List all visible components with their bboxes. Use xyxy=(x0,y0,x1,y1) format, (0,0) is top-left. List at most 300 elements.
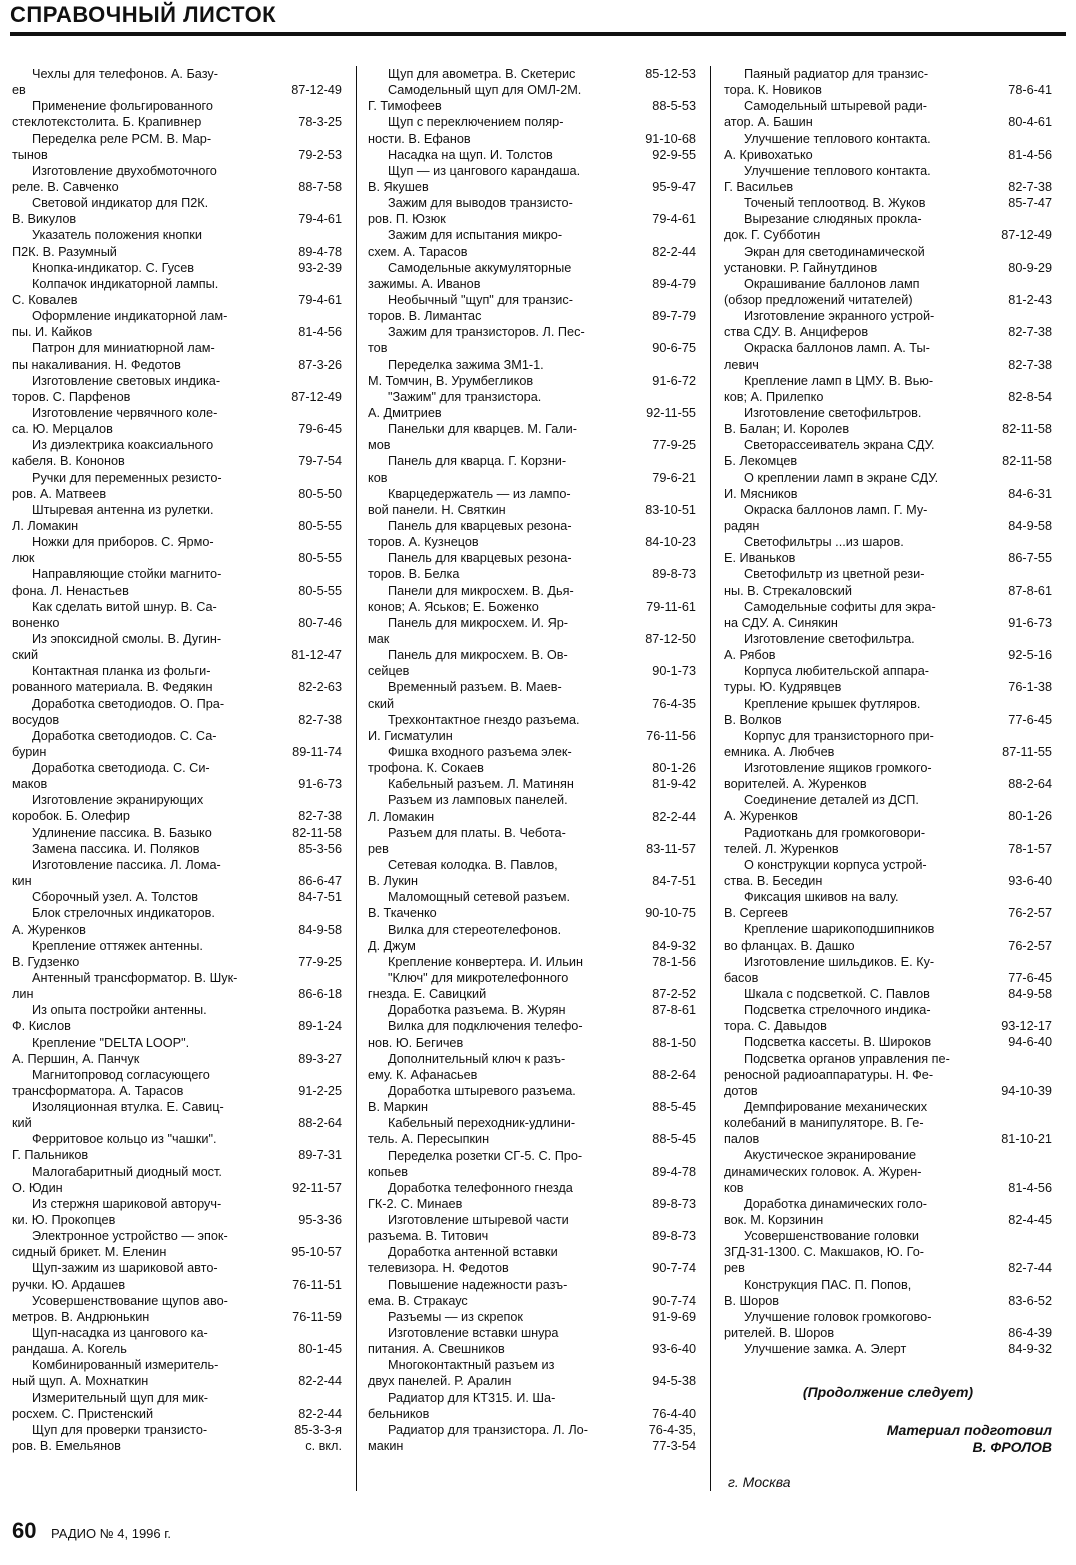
index-entry xyxy=(368,647,696,679)
entry-title-line: Ферритовое кольцо из "чашки". xyxy=(32,1132,217,1147)
issue-reference: 79-6-45 xyxy=(298,422,342,437)
entry-title xyxy=(12,599,272,631)
index-entry xyxy=(724,728,1052,760)
entry-title-line: ема. В. Стракаус xyxy=(368,1293,468,1308)
entry-title xyxy=(724,1341,982,1357)
entry-title-line: Экран для светодинамической xyxy=(744,244,925,259)
index-entry xyxy=(368,583,696,615)
entry-title-line: Щуп-насадка из цангового ка- xyxy=(32,1326,208,1341)
index-entry xyxy=(724,1002,1052,1034)
entry-title-line: А. Дмитриев xyxy=(368,405,442,420)
entry-title-line: рев xyxy=(724,1261,745,1276)
entry-title xyxy=(12,437,272,469)
entry-title-line: зажимы. А. Иванов xyxy=(368,276,481,291)
entry-title-line: росхем. С. Пристенский xyxy=(12,1406,154,1421)
entry-title-line: Ножки для приборов. С. Ярмо- xyxy=(32,535,214,550)
entry-title-line: Изготовление световых индика- xyxy=(32,373,221,388)
entry-title-line: В. Шоров xyxy=(724,1293,780,1308)
index-entry xyxy=(368,1212,696,1244)
entry-title xyxy=(12,825,272,841)
entry-title xyxy=(724,534,982,566)
entry-title-line: пы. И. Кайков xyxy=(12,325,93,340)
index-entry xyxy=(724,308,1052,340)
index-column-1 xyxy=(12,66,342,1454)
continued-note: (Продолжение следует) xyxy=(802,1384,974,1400)
index-entry xyxy=(12,841,342,857)
entry-title-line: Радиатор для транзистора. Л. Ло- xyxy=(388,1422,588,1437)
index-entry xyxy=(368,1244,696,1276)
entry-title xyxy=(368,260,626,292)
issue-reference: 76-4-35 xyxy=(652,696,696,711)
entry-title xyxy=(12,760,272,792)
issue-reference: 80-5-50 xyxy=(298,486,342,501)
entry-title-line: Вилка для подключения телефо- xyxy=(388,1019,583,1034)
index-entry xyxy=(12,227,342,259)
entry-title-line: палов xyxy=(724,1132,760,1147)
entry-title-line: тынов xyxy=(12,147,48,162)
entry-title xyxy=(368,66,626,82)
entry-title xyxy=(368,389,626,421)
entry-title-line: 3ГД-31-1300. С. Макшаков, Ю. Го- xyxy=(724,1245,924,1260)
entry-title xyxy=(368,357,626,389)
entry-title-line: схем. А. Тарасов xyxy=(368,244,468,259)
entry-title-line: Л. Ломакин xyxy=(12,518,79,533)
index-entry xyxy=(12,1390,342,1422)
index-entry xyxy=(368,744,696,776)
entry-title xyxy=(12,1164,272,1196)
index-entry xyxy=(368,550,696,582)
issue-reference: 82-4-45 xyxy=(1008,1213,1052,1228)
index-entry xyxy=(12,276,342,308)
entry-title xyxy=(12,696,272,728)
issue-reference: 90-7-74 xyxy=(652,1293,696,1308)
entry-title xyxy=(368,1180,626,1212)
entry-title xyxy=(368,1083,626,1115)
issue-reference: 91-6-72 xyxy=(652,373,696,388)
index-entry xyxy=(724,1341,1052,1357)
entry-title-line: ский xyxy=(12,648,39,663)
entry-title-line: Панель для кварца. Г. Корзни- xyxy=(388,454,567,469)
entry-title xyxy=(724,825,982,857)
entry-title xyxy=(368,227,626,259)
entry-title xyxy=(724,98,982,130)
issue-reference: 84-9-58 xyxy=(298,922,342,937)
entry-title-line: стеклотекстолита. Б. Крапивнер xyxy=(12,115,202,130)
entry-title-line: Из стержня шариковой авторуч- xyxy=(32,1196,222,1211)
issue-reference: 79-4-61 xyxy=(298,292,342,307)
entry-title xyxy=(368,1325,626,1357)
issue-reference: 88-2-64 xyxy=(1008,777,1052,792)
issue-reference: 80-1-45 xyxy=(298,1342,342,1357)
entry-title-line: Замена пассика. И. Поляков xyxy=(32,841,200,856)
issue-reference: 78-3-25 xyxy=(298,115,342,130)
entry-title-line: Изготовление светофильтров. xyxy=(744,405,922,420)
entry-title-line: туры. Ю. Кудрявцев xyxy=(724,680,842,695)
entry-title xyxy=(724,66,982,98)
index-entry xyxy=(368,1390,696,1422)
index-entry xyxy=(724,825,1052,857)
issue-reference: 95-9-47 xyxy=(652,180,696,194)
entry-title xyxy=(12,98,272,130)
entry-title-line: мак xyxy=(368,631,390,646)
issue-reference: 76-1-38 xyxy=(1008,680,1052,695)
index-entry xyxy=(368,324,696,356)
entry-title xyxy=(724,405,982,437)
entry-title-line: Панель для кварцевых резона- xyxy=(388,551,572,566)
entry-title-line: Демпфирование механических xyxy=(744,1100,928,1115)
index-entry xyxy=(368,66,696,82)
entry-title-line: О. Юдин xyxy=(12,1180,63,1195)
issue-reference: 87-8-61 xyxy=(1008,583,1052,598)
index-entry xyxy=(724,244,1052,276)
entry-title-line: Д. Джум xyxy=(368,938,416,953)
entry-title-line: Зажим для транзисторов. Л. Пес- xyxy=(388,325,585,340)
entry-title-line: Зажим для выводов транзисто- xyxy=(388,196,573,211)
entry-title xyxy=(12,792,272,824)
index-entry xyxy=(12,373,342,405)
entry-title xyxy=(724,921,982,953)
header-rule xyxy=(10,32,1066,36)
entry-title xyxy=(368,1148,626,1180)
entry-title-line: Точеный теплоотвод. В. Жуков xyxy=(744,196,926,211)
issue-reference: 82-7-44 xyxy=(1008,1261,1052,1276)
entry-title xyxy=(368,825,626,857)
index-entry xyxy=(368,421,696,453)
issue-reference: 82-7-38 xyxy=(1008,179,1052,194)
entry-title-line: метров. В. Андрюнькин xyxy=(12,1309,150,1324)
entry-title-line: коробок. Б. Олефир xyxy=(12,809,130,824)
index-entry xyxy=(12,1099,342,1131)
entry-title xyxy=(368,518,626,550)
entry-title-line: Б. Лекомцев xyxy=(724,454,798,469)
issue-reference: 95-3-36 xyxy=(298,1213,342,1228)
index-entry xyxy=(368,1018,696,1050)
entry-title-line: Антенный трансформатор. В. Шук- xyxy=(32,970,238,985)
entry-title xyxy=(724,631,982,663)
entry-title xyxy=(368,1390,626,1422)
issue-reference: 82-2-44 xyxy=(298,1374,342,1389)
entry-title-line: Доработка антенной вставки xyxy=(388,1245,558,1260)
issue-reference: 76-2-57 xyxy=(1008,938,1052,953)
index-entry xyxy=(724,211,1052,243)
entry-title-line: А. Першин, А. Панчук xyxy=(12,1051,140,1066)
entry-title xyxy=(724,663,982,695)
issue-reference: 77-9-25 xyxy=(652,438,696,453)
entry-title xyxy=(12,276,272,308)
entry-title-line: Переделка розетки СГ-5. С. Про- xyxy=(388,1148,583,1163)
entry-title xyxy=(368,712,626,744)
entry-title-line: Разъем из ламповых панелей. xyxy=(388,793,568,808)
entry-title-line: Вырезание слюдяных прокла- xyxy=(744,212,922,227)
entry-title-line: Самодельный щуп для ОМЛ-2М. xyxy=(388,83,582,98)
entry-title-line: В. Лукин xyxy=(368,874,418,889)
entry-title-line: Трехконтактное гнездо разъема. xyxy=(388,712,580,727)
entry-title-line: воненко xyxy=(12,615,60,630)
issue-reference: 81-12-47 xyxy=(291,648,342,663)
issue-reference: 84-9-32 xyxy=(1008,1342,1052,1357)
issue-reference: 89-8-73 xyxy=(652,567,696,582)
issue-reference: 89-4-79 xyxy=(652,276,696,291)
index-entry xyxy=(368,453,696,485)
index-entry xyxy=(368,292,696,324)
entry-title-line: торов. В. Белка xyxy=(368,567,460,582)
entry-title xyxy=(368,1422,626,1454)
entry-title-line: Светорассеиватель экрана СДУ. xyxy=(744,438,935,453)
entry-title xyxy=(12,905,272,937)
entry-title-line: ров. А. Матвеев xyxy=(12,486,107,501)
entry-title-line: ров. П. Юзюк xyxy=(368,212,446,227)
entry-title-line: сейцев xyxy=(368,664,410,679)
entry-title-line: Усовершенствование щупов аво- xyxy=(32,1293,228,1308)
entry-title-line: Необычный "щуп" для транзис- xyxy=(388,293,573,307)
entry-title-line: ворителей. А. Журенков xyxy=(724,777,867,792)
index-entry xyxy=(724,1196,1052,1228)
entry-title-line: Из эпоксидной смолы. В. Дугин- xyxy=(32,631,222,646)
issue-reference: 91-9-69 xyxy=(652,1309,696,1324)
entry-title-line: разъема. В. Титович xyxy=(368,1229,489,1244)
entry-title xyxy=(724,437,982,469)
index-entry xyxy=(368,147,696,163)
issue-reference: 88-2-64 xyxy=(652,1067,696,1082)
issue-reference: 90-7-74 xyxy=(652,1261,696,1276)
issue-reference: 80-1-26 xyxy=(652,761,696,776)
issue-reference: 84-7-51 xyxy=(298,890,342,905)
entry-title-line: Световой индикатор для П2К. xyxy=(32,196,209,211)
entry-title xyxy=(368,1309,626,1325)
entry-title-line: са. Ю. Мерцалов xyxy=(12,422,113,437)
entry-title-line: Многоконтактный разъем из xyxy=(388,1358,555,1373)
entry-title-line: Чехлы для телефонов. А. Базу- xyxy=(32,67,218,81)
entry-title-line: П2К. В. Разумный xyxy=(12,244,117,259)
entry-title-line: Подсветка органов управления пе- xyxy=(744,1051,950,1066)
entry-title-line: Паяный радиатор для транзис- xyxy=(744,67,929,81)
index-entry xyxy=(368,163,696,195)
issue-reference: 86-4-39 xyxy=(1008,1326,1052,1340)
column-divider-1 xyxy=(356,66,357,1491)
index-entry xyxy=(724,437,1052,469)
issue-reference: 81-4-56 xyxy=(1008,1180,1052,1195)
entry-title-line: "Зажим" для транзистора. xyxy=(388,389,542,404)
entry-title-line: Кабельный разъем. Л. Матинян xyxy=(388,777,574,792)
index-entry xyxy=(368,1325,696,1357)
entry-title-line: Щуп для авометра. В. Скетерис xyxy=(388,67,576,82)
issue-reference: 93-6-40 xyxy=(652,1342,696,1357)
entry-title xyxy=(368,453,626,485)
issue-reference: 88-5-53 xyxy=(652,99,696,114)
index-entry xyxy=(12,1422,342,1454)
entry-title xyxy=(12,66,272,98)
entry-title-line: Разъемы — из скрепок xyxy=(388,1309,523,1324)
issue-reference: 85-3-3-я с. вкл. xyxy=(294,1422,342,1454)
index-entry xyxy=(724,1277,1052,1309)
issue-reference: 94-5-38 xyxy=(652,1374,696,1389)
entry-title xyxy=(724,1147,982,1195)
entry-title-line: И. Мясников xyxy=(724,486,798,501)
entry-title xyxy=(12,1002,272,1034)
entry-title xyxy=(724,163,982,195)
issue-reference: 80-1-26 xyxy=(1008,809,1052,824)
issue-reference: 87-3-26 xyxy=(298,357,342,372)
entry-title-line: трофона. К. Сокаев xyxy=(368,761,484,776)
entry-title xyxy=(368,679,626,711)
entry-title xyxy=(368,889,626,921)
entry-title-line: Изоляционная втулка. Е. Савиц- xyxy=(32,1100,224,1115)
index-entry xyxy=(724,195,1052,211)
entry-title xyxy=(368,615,626,647)
entry-title-line: бурин xyxy=(12,744,47,759)
page-header xyxy=(10,2,1066,32)
entry-title xyxy=(12,1228,272,1260)
issue-reference: 82-11-58 xyxy=(292,825,342,840)
issue-reference: 86-6-47 xyxy=(298,874,342,889)
entry-title-line: макин xyxy=(368,1439,404,1454)
entry-title-line: ства. В. Беседин xyxy=(724,874,823,889)
entry-title-line: Г. Тимофеев xyxy=(368,99,442,114)
entry-title xyxy=(724,1099,982,1147)
entry-title-line: телевизора. Н. Федотов xyxy=(368,1261,509,1276)
index-entry xyxy=(724,921,1052,953)
index-entry xyxy=(12,760,342,792)
entry-title xyxy=(724,1051,982,1099)
index-entry xyxy=(12,502,342,534)
entry-title-line: люк xyxy=(12,551,35,566)
entry-title-line: торов. В. Лимантас xyxy=(368,309,482,324)
index-entry xyxy=(368,486,696,518)
entry-title-line: Из опыта постройки антенны. xyxy=(32,1003,207,1018)
index-entry xyxy=(12,308,342,340)
index-entry xyxy=(12,534,342,566)
entry-title-line: торов. А. Кузнецов xyxy=(368,535,479,550)
entry-title xyxy=(724,954,982,986)
entry-title-line: М. Томчин, В. Урумбегликов xyxy=(368,373,534,388)
issue-reference: 84-9-58 xyxy=(1008,518,1052,533)
entry-title xyxy=(368,486,626,518)
entry-title-line: Кабельный переходник-удлини- xyxy=(388,1116,576,1131)
entry-title-line: телей. Л. Журенков xyxy=(724,841,839,856)
entry-title-line: Ф. Кислов xyxy=(12,1019,71,1034)
entry-title-line: Щуп — из цангового карандаша. xyxy=(388,163,581,178)
entry-title-line: Изготовление экранного устрой- xyxy=(744,309,935,324)
issue-reference: 76-2-57 xyxy=(1008,906,1052,921)
entry-title-line: Самодельный штыревой ради- xyxy=(744,99,927,114)
entry-title-line: торов. С. Парфенов xyxy=(12,389,131,404)
entry-title-line: Повышение надежности разъ- xyxy=(388,1277,568,1292)
issue-reference: 89-8-73 xyxy=(652,1229,696,1244)
entry-title-line: Маломощный сетевой разъем. xyxy=(388,890,571,905)
entry-title-line: Самодельные аккумуляторные xyxy=(388,260,572,275)
entry-title-line: Акустическое экранирование xyxy=(744,1148,917,1163)
issue-reference: 87-11-55 xyxy=(1002,744,1052,759)
issue-reference: 82-11-58 xyxy=(1002,454,1052,469)
entry-title xyxy=(368,82,626,114)
entry-title xyxy=(12,841,272,857)
issue-reference: 93-2-39 xyxy=(298,260,342,275)
issue-reference: 88-2-64 xyxy=(298,1116,342,1131)
entry-title-line: Г. Васильев xyxy=(724,179,794,194)
entry-title xyxy=(12,1325,272,1357)
entry-title-line: Доработка разъема. В. Журян xyxy=(388,1003,566,1018)
issue-reference: 86-6-18 xyxy=(298,987,342,1002)
entry-title-line: Изготовление экранирующих xyxy=(32,793,204,808)
issue-reference: 89-3-27 xyxy=(298,1051,342,1066)
entry-title xyxy=(12,260,272,276)
issue-reference: 89-11-74 xyxy=(292,744,342,759)
entry-title-line: басов xyxy=(724,970,759,985)
issue-reference: 82-8-54 xyxy=(1008,389,1052,404)
index-entry xyxy=(12,1131,342,1163)
entry-title-line: Доработка динамических голо- xyxy=(744,1196,928,1211)
issue-reference: 90-1-73 xyxy=(652,664,696,679)
entry-title-line: маков xyxy=(12,777,48,792)
entry-title-line: Ручки для переменных резисто- xyxy=(32,470,222,485)
issue-reference: 80-4-61 xyxy=(1008,115,1052,130)
entry-title-line: Соединение деталей из ДСП. xyxy=(744,793,919,808)
entry-title-line: Доработка светодиодов. С. Са- xyxy=(32,728,217,743)
entry-title xyxy=(368,114,626,146)
index-entry xyxy=(724,405,1052,437)
entry-title xyxy=(368,857,626,889)
issue-reference: 79-7-54 xyxy=(298,454,342,469)
entry-title-line: колебаний в манипуляторе. В. Ге- xyxy=(724,1116,924,1131)
entry-title-line: бельников xyxy=(368,1406,430,1421)
index-entry xyxy=(12,1228,342,1260)
entry-title-line: нов. Ю. Бегичев xyxy=(368,1035,464,1050)
entry-title-line: Зажим для испытания микро- xyxy=(388,228,563,243)
index-entry xyxy=(368,227,696,259)
issue-reference: 85-7-47 xyxy=(1008,196,1052,211)
entry-title-line: Кварцедержатель — из лампо- xyxy=(388,486,571,501)
issue-reference: 89-4-78 xyxy=(652,1164,696,1179)
entry-title xyxy=(368,1244,626,1276)
entry-title-line: динамических головок. А. Журен- xyxy=(724,1164,922,1179)
entry-title xyxy=(12,340,272,372)
index-entry xyxy=(368,114,696,146)
entry-title-line: Светофильтры ...из шаров. xyxy=(744,535,904,550)
entry-title xyxy=(12,1260,272,1292)
entry-title-line: Оформление индикаторной лам- xyxy=(32,309,228,324)
entry-title-line: ев xyxy=(12,83,26,98)
entry-title-line: рандаша. А. Когель xyxy=(12,1342,127,1357)
issue-reference: 83-11-57 xyxy=(646,841,696,856)
entry-title-line: ки. Ю. Прокопцев xyxy=(12,1213,116,1228)
entry-title xyxy=(724,470,982,502)
entry-title-line: Улучшение теплового контакта. xyxy=(744,163,931,178)
index-entry xyxy=(724,954,1052,986)
entry-title-line: на СДУ. А. Синякин xyxy=(724,615,838,630)
issue-reference: 88-5-45 xyxy=(652,1132,696,1147)
issue-reference: 83-10-51 xyxy=(645,502,696,517)
entry-title xyxy=(368,647,626,679)
entry-title-line: сидный брикет. М. Еленин xyxy=(12,1245,167,1260)
issue-reference: 90-6-75 xyxy=(652,341,696,356)
index-entry xyxy=(368,260,696,292)
index-entry xyxy=(724,1228,1052,1276)
entry-title-line: Конструкция ПАС. П. Попов, xyxy=(744,1277,912,1292)
entry-title-line: ему. К. Афанасьев xyxy=(368,1067,478,1082)
index-entry xyxy=(12,1260,342,1292)
entry-title xyxy=(12,1196,272,1228)
index-entry xyxy=(12,437,342,469)
entry-title xyxy=(368,324,626,356)
issue-reference: 80-5-55 xyxy=(298,583,342,598)
issue-reference: 85-3-56 xyxy=(298,841,342,856)
entry-title-line: Насадка на щуп. И. Толстов xyxy=(388,147,553,162)
entry-title-line: Крепление конвертера. И. Ильин xyxy=(388,954,583,969)
entry-title xyxy=(368,147,626,163)
entry-title-line: Г. Пальников xyxy=(12,1148,89,1163)
index-entry xyxy=(724,760,1052,792)
index-entry xyxy=(724,131,1052,163)
